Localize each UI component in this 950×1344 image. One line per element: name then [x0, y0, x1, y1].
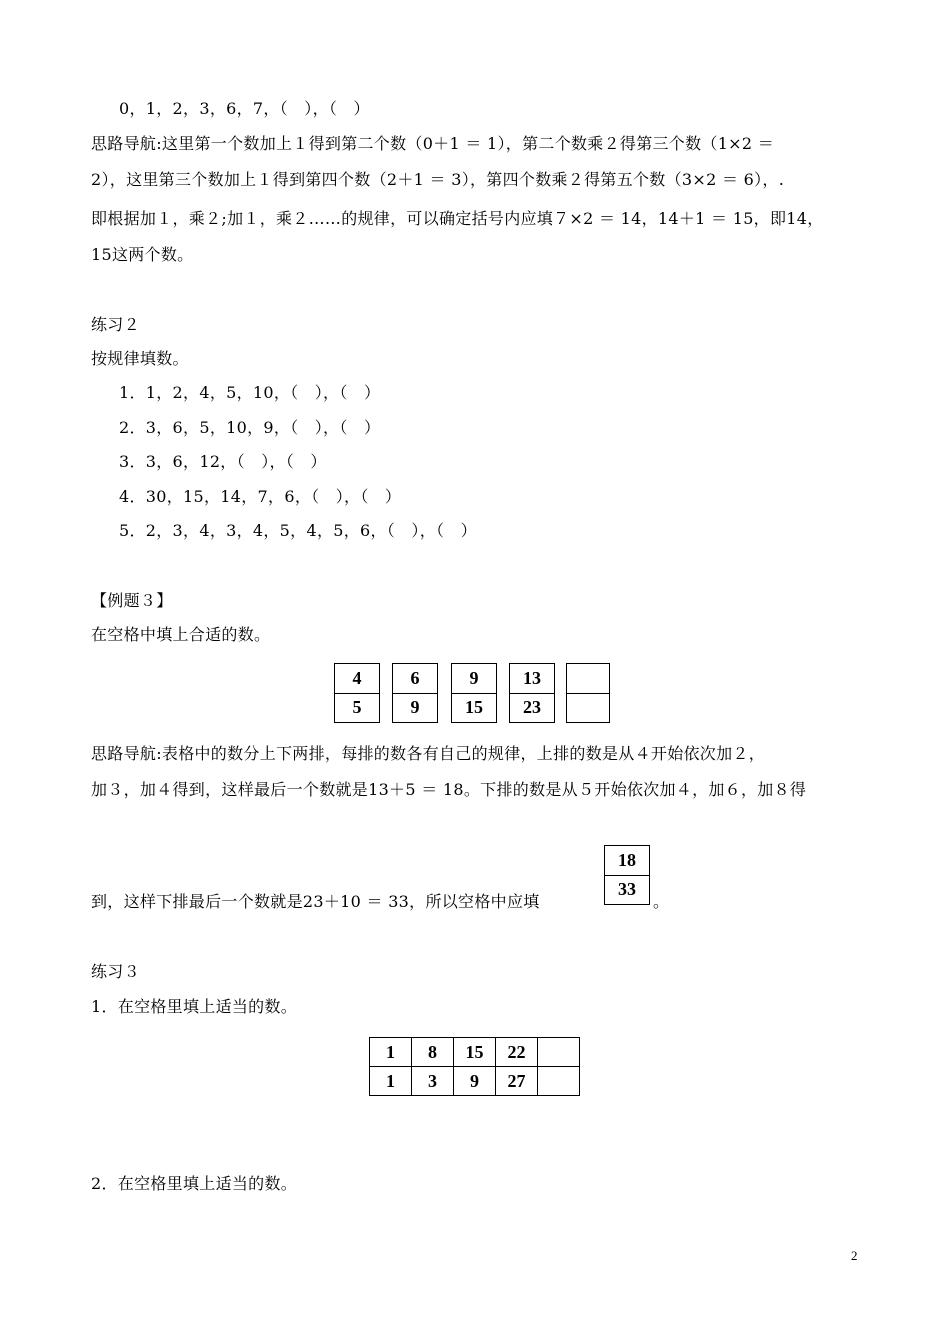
box-bottom-value: 23 [510, 693, 554, 723]
box-bottom-value: 9 [393, 693, 437, 723]
example-box-empty [566, 663, 610, 723]
table-cell-empty [538, 1067, 580, 1096]
answer-bottom-value: 33 [605, 875, 649, 905]
exercise-2-question-3: 3．3，6，12，（ ），（ ） [119, 452, 327, 471]
exercise-2-question-1: 1．1，2，4，5，10，（ ），（ ） [119, 383, 381, 402]
exercise-3-title: 练习３ [91, 962, 140, 981]
exercise-2-title: 练习２ [91, 315, 140, 334]
exercise-3-question-1: 1．在空格里填上适当的数。 [91, 997, 298, 1016]
table-row [370, 1038, 580, 1067]
box-top-value: 4 [352, 667, 362, 688]
box-bottom-value: 5 [335, 693, 379, 723]
guide-3-line-3: 到，这样下排最后一个数就是23＋10 ＝ 33，所以空格中应填 [91, 892, 540, 911]
answer-box [604, 845, 650, 905]
box-top-value: 13 [523, 667, 541, 688]
example-box [451, 663, 497, 723]
table-cell: 1 [370, 1038, 412, 1067]
box-bottom-value: 15 [452, 693, 496, 723]
exercise-2-question-4: 4．30，15，14，7，6，（ ），（ ） [119, 487, 402, 506]
table-cell: 3 [412, 1067, 454, 1096]
example-box [392, 663, 438, 723]
box-top-value: 9 [469, 667, 479, 688]
exercise-2-intro: 按规律填数。 [91, 349, 189, 368]
sequence-example-0: 0，1，2，3，6，7，（ ），（ ） [119, 99, 370, 118]
table-cell: 22 [496, 1038, 538, 1067]
guide-1-line-3: 即根据加１，乘２;加１，乘２……的规律，可以确定括号内应填７×2 ＝ 14，14＋1 ＝ 15，即14， [91, 209, 824, 228]
box-bottom-value [567, 693, 609, 723]
example-3-title: 【例题３】 [91, 591, 173, 610]
table-cell: 8 [412, 1038, 454, 1067]
table-row [370, 1067, 580, 1096]
example-box [334, 663, 380, 723]
table-cell: 15 [454, 1038, 496, 1067]
table-cell: 27 [496, 1067, 538, 1096]
box-top-value [567, 664, 609, 693]
guide-3-line-1: 思路导航:表格中的数分上下两排，每排的数各有自己的规律，上排的数是从４开始依次加２， [91, 744, 765, 763]
guide-1-line-1: 思路导航:这里第一个数加上１得到第二个数（0＋1 ＝ 1），第二个数乘２得第三个数（1×2 ＝ [91, 134, 775, 153]
exercise-2-question-2: 2．3，6，5，10，9，（ ），（ ） [119, 418, 381, 437]
box-top-value: 6 [410, 667, 420, 688]
guide-3-line-3-end: 。 [653, 892, 670, 911]
example-3-intro: 在空格中填上合适的数。 [91, 625, 271, 644]
table-cell: 1 [370, 1067, 412, 1096]
table-cell-empty [538, 1038, 580, 1067]
answer-top-value: 18 [618, 849, 636, 870]
table-cell: 9 [454, 1067, 496, 1096]
guide-1-line-4: 15这两个数。 [91, 245, 194, 264]
exercise-3-table [369, 1037, 580, 1096]
guide-1-line-2: 2），这里第三个数加上１得到第四个数（2＋1 ＝ 3），第四个数乘２得第五个数（3×2 ＝ 6），. [91, 170, 785, 189]
exercise-3-question-2: 2．在空格里填上适当的数。 [91, 1174, 298, 1193]
example-box [509, 663, 555, 723]
exercise-2-question-5: 5．2，3，4，3，4，5，4，5，6，（ ），（ ） [119, 521, 477, 540]
page-number: 2 [851, 1248, 858, 1263]
guide-3-line-2: 加３，加４得到，这样最后一个数就是13＋5 ＝ 18。下排的数是从５开始依次加４，加６，加８得 [91, 780, 807, 799]
